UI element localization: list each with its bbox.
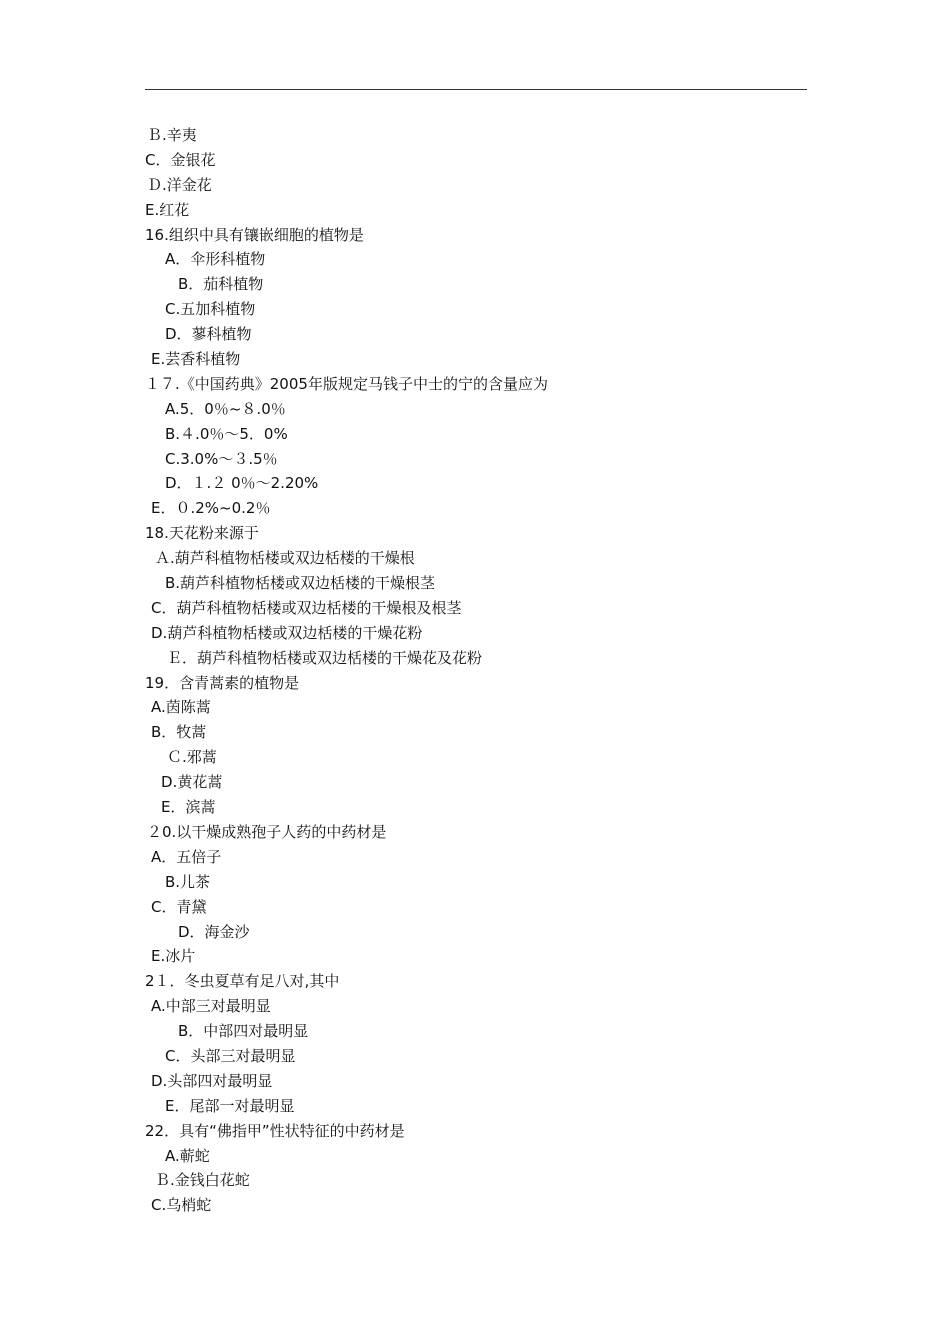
option-line: E．０.2%~0.2％ — [151, 499, 271, 518]
question-line: 19．含青蒿素的植物是 — [145, 673, 300, 692]
option-line: A．五倍子 — [151, 847, 222, 866]
option-line: B.儿茶 — [165, 872, 211, 891]
option-line: A．伞形科植物 — [165, 250, 266, 269]
option-line: D.黄花蒿 — [161, 773, 223, 792]
option-line: C．青黛 — [151, 897, 207, 916]
option-line: D．海金沙 — [178, 922, 250, 941]
option-line: D．蓼科植物 — [165, 325, 252, 344]
option-line: A.茵陈蒿 — [151, 698, 211, 717]
question-line: 16.组织中具有镶嵌细胞的植物是 — [145, 225, 364, 244]
option-line: C．金银花 — [145, 150, 216, 169]
option-line: Ｂ.辛夷 — [147, 126, 197, 144]
option-line: Ｂ.金钱白花蛇 — [155, 1171, 250, 1190]
option-line: C.乌梢蛇 — [151, 1196, 212, 1215]
option-line: C．葫芦科植物栝楼或双边栝楼的干燥根及根茎 — [151, 598, 462, 617]
option-line: A.中部三对最明显 — [151, 997, 271, 1016]
option-line: C.五加科植物 — [165, 300, 256, 319]
option-line: E.芸香科植物 — [151, 350, 241, 369]
option-line: D．１.２ 0％～2.20% — [165, 474, 319, 493]
option-line: Ｅ．葫芦科植物栝楼或双边栝楼的干燥花及花粉 — [167, 648, 483, 667]
option-line: B.葫芦科植物栝楼或双边栝楼的干燥根茎 — [165, 574, 436, 593]
option-line: B．牧蒿 — [151, 723, 207, 742]
document-body — [145, 123, 807, 1218]
option-line: B．茄科植物 — [178, 275, 264, 294]
option-line: C．头部三对最明显 — [165, 1046, 296, 1065]
option-line: A.蕲蛇 — [165, 1146, 210, 1165]
option-line: E.冰片 — [151, 947, 196, 966]
option-line: B.４.0％～5．0% — [165, 424, 288, 443]
question-line: 22．具有“佛指甲”性状特征的中药材是 — [145, 1121, 405, 1140]
option-line: C.3.0%～３.5％ — [165, 449, 278, 468]
option-line: Ａ.葫芦科植物栝楼或双边栝楼的干燥根 — [155, 549, 415, 568]
question-line: ２0.以干燥成熟孢子人药的中药材是 — [147, 822, 387, 841]
option-line: E.红花 — [145, 200, 190, 219]
question-line: 2１．冬虫夏草有足八对,其中 — [145, 972, 340, 991]
option-line: A.5．0％~８.0％ — [165, 399, 286, 418]
question-line: １７.《中国药典》2005年版规定马钱子中士的宁的含量应为 — [145, 374, 548, 393]
option-line: Ｄ.洋金花 — [147, 175, 212, 194]
option-line: D.葫芦科植物栝楼或双边栝楼的干燥花粉 — [151, 623, 423, 642]
question-line: 18.天花粉来源于 — [145, 524, 259, 543]
option-line: Ｃ.邪蒿 — [167, 748, 217, 767]
option-line: B．中部四对最明显 — [178, 1022, 309, 1041]
option-line: E．滨蒿 — [161, 798, 216, 817]
option-line: E．尾部一对最明显 — [165, 1096, 295, 1115]
option-line: D.头部四对最明显 — [151, 1071, 273, 1090]
header-rule — [145, 89, 807, 90]
